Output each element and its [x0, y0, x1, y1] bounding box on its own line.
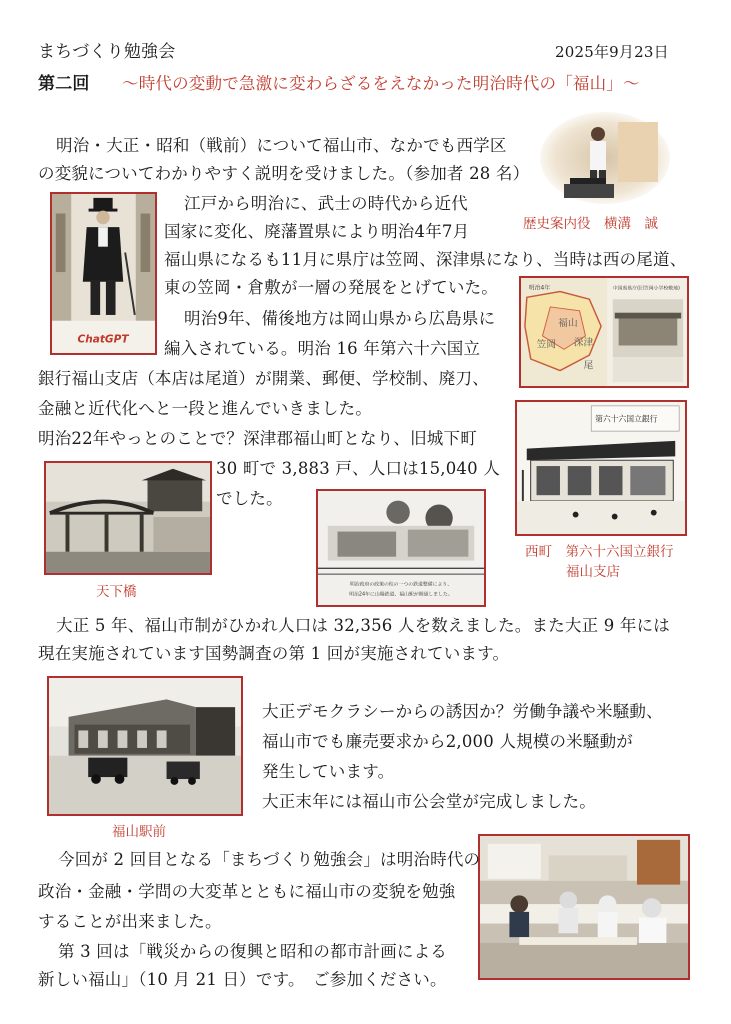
meiji-line-5: 明治9年、備後地方は岡山県から広島県に: [184, 309, 496, 328]
closing-line-3: することが出来ました。: [38, 912, 222, 931]
bridge-photo: [44, 461, 212, 575]
map-label-left: 明治4年: [528, 285, 551, 292]
bank-caption-line-2: 福山支店: [566, 564, 620, 580]
railway-photo: [316, 489, 486, 607]
meiji-line-9: 明治22年やっとのことで？深津郡福山町となり、旧城下町: [38, 429, 477, 448]
chatgpt-credit: ChatGPT: [77, 332, 129, 346]
closing-line-1: 今回が 2 回目となる「まちづくり勉強会」は明治時代の: [58, 850, 481, 869]
closing-line-5: 新しい福山」（10 月 21 日）です。 ご参加ください。: [38, 970, 447, 989]
map-label-right: 中国県県庁(旧笠岡小学校敷地): [612, 285, 680, 292]
bank-sign: 第六十六国立銀行: [595, 414, 658, 424]
fukuyama-station-photo: [47, 676, 243, 816]
democracy-line-3: 発生しています。: [262, 762, 395, 781]
subtitle: ～時代の変動で急激に変わらざるをえなかった明治時代の「福山」～: [122, 74, 640, 93]
meiji-line-7: 銀行福山支店（本店は尾道）が開業、郵便、学校制、廃刀、: [38, 369, 489, 388]
taisho-line-2: 現在実施されています国勢調査の第 1 回が実施されています。: [38, 644, 510, 663]
meiji-gentleman-illustration: [50, 192, 157, 355]
meiji-line-6: 編入されている。明治 16 年第六十六国立: [164, 339, 481, 358]
meeting-photo: [478, 834, 690, 980]
railway-caption-2: 明治24年に山陽鉄道、福山駅が開通しました。: [349, 591, 453, 598]
intro-line-1: 明治・大正・昭和（戦前）について福山市、なかでも西学区: [56, 136, 507, 155]
democracy-line-2: 福山市でも廉売要求から2,000 人規模の米騒動が: [262, 732, 633, 751]
date: 2025年9月23日: [555, 43, 669, 61]
closing-line-2: 政治・金融・学問の大変革とともに福山市の変貌を勉強: [38, 882, 456, 901]
speaker-photo: [540, 112, 670, 204]
speaker-caption: 歴史案内役 横溝 誠: [523, 216, 658, 232]
railway-caption-1: 明治政府の政策の柱の一つの鉄道整備により、: [349, 581, 453, 588]
series-title: まちづくり勉強会: [38, 42, 176, 62]
map-region-1: 福山: [558, 318, 578, 330]
democracy-line-4: 大正末年には福山市公会堂が完成しました。: [262, 792, 596, 811]
meiji-line-2: 国家に変化、廃藩置県により明治4年7月: [164, 222, 470, 241]
bank-illustration: [515, 400, 687, 536]
station-caption: 福山駅前: [112, 824, 166, 840]
taisho-line-1: 大正 5 年、福山市制がひかれ人口は 32,356 人を数えました。また大正 9 年には: [56, 616, 670, 635]
meiji-line-8: 金融と近代化へと一段と進んでいきました。: [38, 399, 372, 418]
prefecture-map-image: [519, 276, 689, 388]
bank-caption-line-1: 西町 第六十六国立銀行: [525, 544, 674, 560]
intro-line-2: の変貌についてわかりやすく説明を受けました。（参加者 28 名）: [38, 164, 530, 183]
democracy-line-1: 大正デモクラシーからの誘因か？労働争議や米騒動、: [262, 702, 663, 721]
meiji-line-3: 福山県になるも11月に県庁は笠岡、深津県になり、当時は西の尾道、: [164, 250, 687, 269]
map-region-2: 笠岡: [536, 339, 557, 351]
meiji-line-4: 東の笠岡・倉敷が一層の発展をとげていた。: [164, 278, 498, 297]
meiji-line-10: 30 町で 3,883 戸、人口は15,040 人: [216, 459, 500, 478]
closing-line-4: 第 3 回は「戦災からの復興と昭和の都市計画による: [58, 942, 447, 961]
meiji-line-11: でした。: [216, 489, 283, 508]
map-region-4: 尾: [583, 360, 594, 372]
session-label: 第二回: [38, 74, 90, 94]
map-region-3: 深津: [573, 337, 594, 349]
meiji-line-1: 江戸から明治に、武士の時代から近代: [184, 194, 468, 213]
bridge-caption: 天下橋: [96, 584, 137, 600]
